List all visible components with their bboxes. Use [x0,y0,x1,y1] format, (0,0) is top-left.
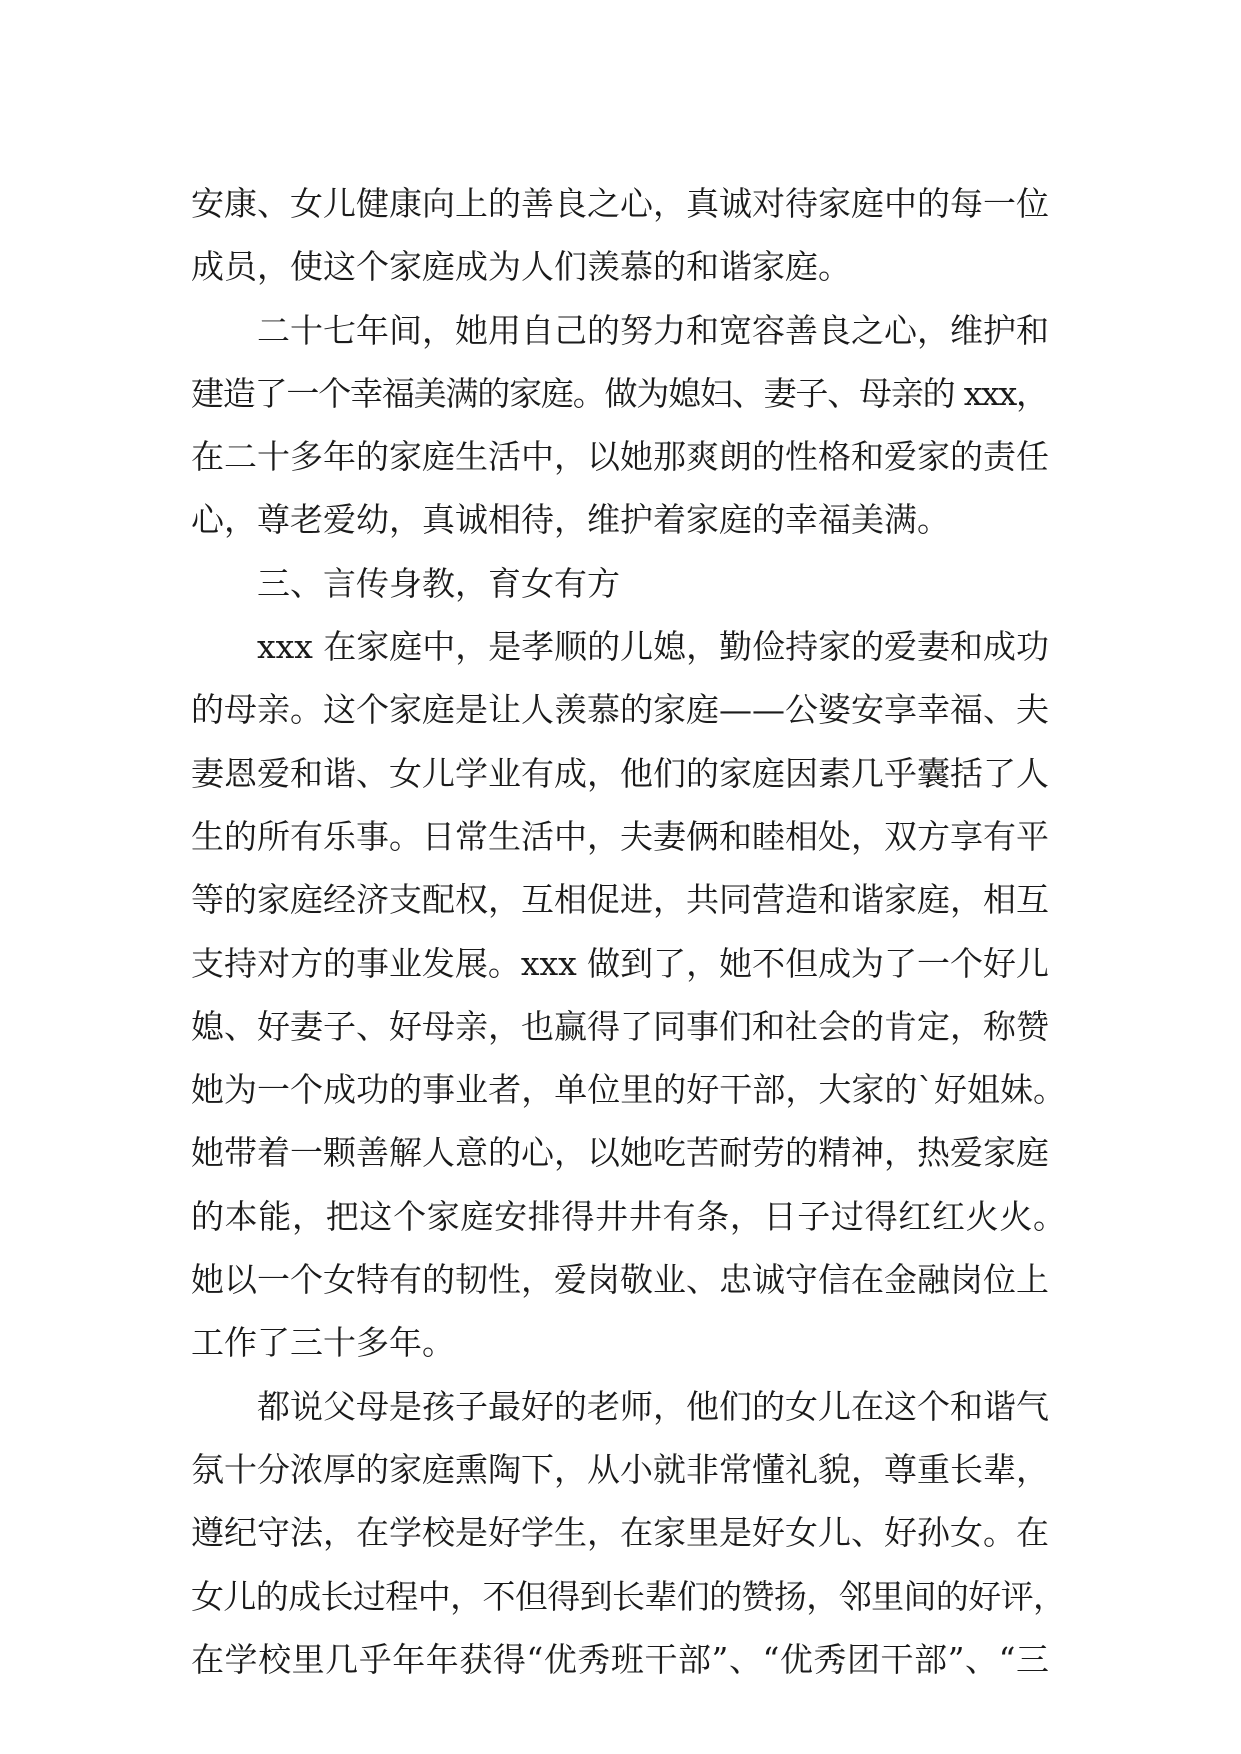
text-line: 等的家庭经济支配权，互相促进，共同营造和谐家庭，相互 [191,880,1049,920]
paragraph [191,1375,1066,1691]
text-line: 她以一个女特有的韧性，爱岗敬业、忠诚守信在金融岗位上 [191,1260,1049,1300]
text-line: 支持对方的事业发展。xxx 做到了，她不但成为了一个好儿 [191,943,1049,983]
text-line: 生的所有乐事。日常生活中，夫妻俩和睦相处，双方享有平 [191,816,1049,856]
section-heading-text: 三、言传身教，育女有方 [257,563,620,603]
text-line: 女儿的成长过程中，不但得到长辈们的赞扬，邻里间的好评， [191,1576,1066,1616]
text-line: 氛十分浓厚的家庭熏陶下，从小就非常懂礼貌，尊重长辈， [191,1449,1049,1489]
paragraph [191,299,1049,552]
text-line: 她带着一颗善解人意的心，以她吃苦耐劳的精神，热爱家庭 [191,1133,1049,1173]
text-line: 遵纪守法，在学校是好学生，在家里是好女儿、好孙女。在 [191,1513,1049,1553]
text-line: xxx 在家庭中，是孝顺的儿媳，勤俭持家的爱妻和成功 [257,627,1049,667]
text-line: 的本能，把这个家庭安排得井井有条，日子过得红红火火。 [191,1196,1067,1236]
text-line: 媳、好妻子、好母亲，也赢得了同事们和社会的肯定，称赞 [191,1006,1049,1046]
text-line: 妻恩爱和谐、女儿学业有成，他们的家庭因素几乎囊括了人 [191,753,1049,793]
text-line: 在二十多年的家庭生活中，以她那爽朗的性格和爱家的责任 [191,437,1049,477]
text-line: 安康、女儿健康向上的善良之心，真诚对待家庭中的每一位 [191,184,1049,223]
text-line: 的母亲。这个家庭是让人羡慕的家庭——公婆安享幸福、夫 [191,690,1049,730]
paragraph [191,615,1067,1375]
text-line: 成员，使这个家庭成为人们羡慕的和谐家庭。 [191,247,851,287]
text-line: 二十七年间，她用自己的努力和宽容善良之心，维护和 [257,310,1049,350]
section-heading [191,552,1049,615]
text-line: 都说父母是孩子最好的老师，他们的女儿在这个和谐气 [257,1386,1049,1426]
paragraph [191,172,1049,299]
text-line: 心，尊老爱幼，真诚相待，维护着家庭的幸福美满。 [191,500,950,540]
text-line: 建造了一个幸福美满的家庭。做为媳妇、妻子、母亲的 xxx， [191,373,1048,413]
text-line: 她为一个成功的事业者，单位里的好干部，大家的`好姐妹。 [191,1070,1067,1110]
text-line: 工作了三十多年。 [191,1323,455,1363]
body-text [191,172,1067,1691]
text-line: 在学校里几乎年年获得“优秀班干部”、“优秀团干部”、“三 [191,1639,1050,1679]
